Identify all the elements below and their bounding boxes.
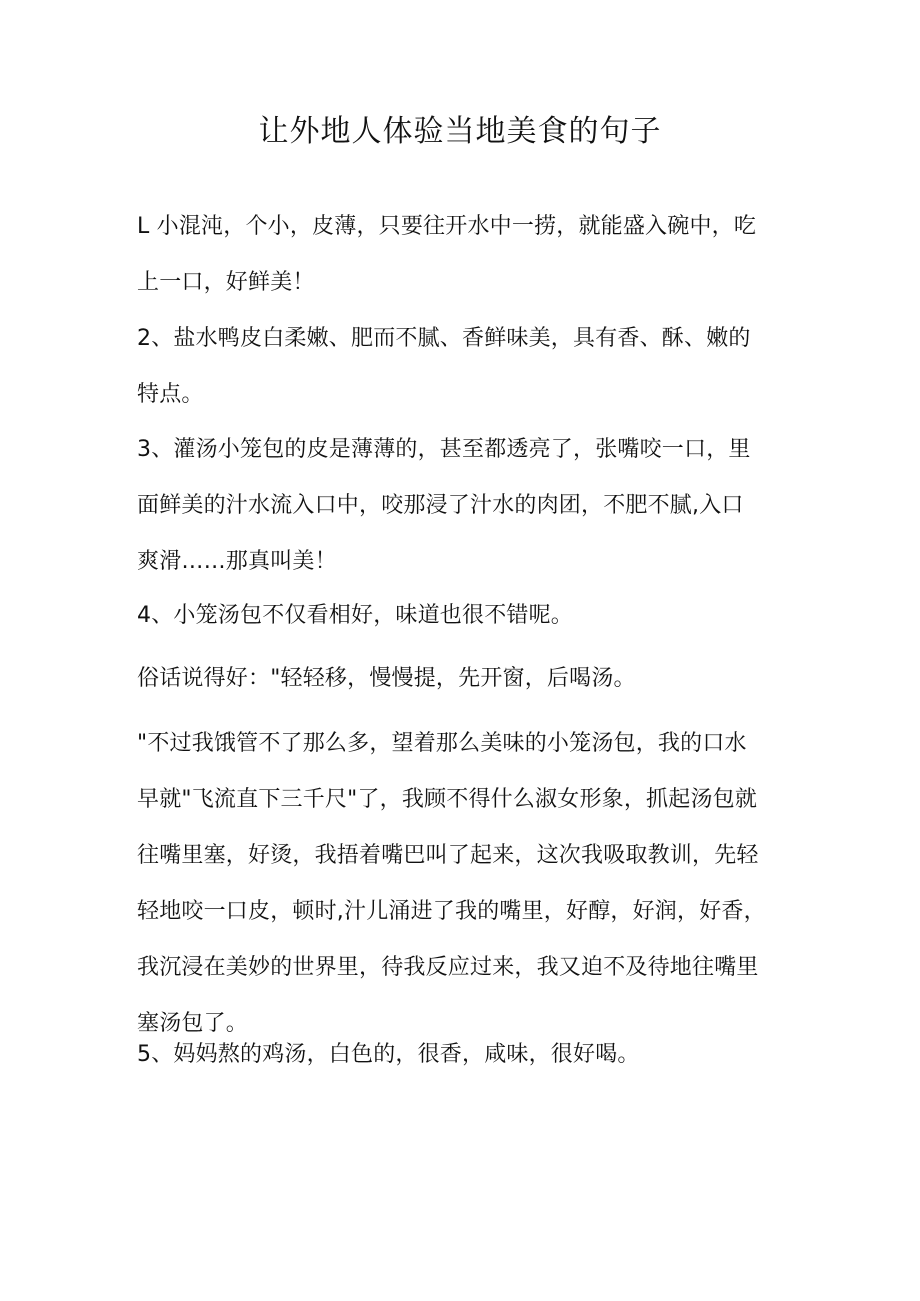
paragraph-line: 4、小笼汤包不仅看相好，味道也很不错呢。 xyxy=(137,603,573,628)
paragraph-line: 5、妈妈熬的鸡汤，白色的，很香，咸味，很好喝。 xyxy=(137,1042,640,1067)
paragraph-line: 轻地咬一口皮，顿时,汁儿涌进了我的嘴里，好醇，好润，好香， xyxy=(137,899,766,924)
paragraph-line: 往嘴里塞，好烫，我捂着嘴巴叫了起来，这次我吸取教训，先轻 xyxy=(137,843,759,868)
paragraph-line: 2、盐水鸭皮白柔嫩、肥而不腻、香鲜味美，具有香、酥、嫩的 xyxy=(137,326,751,351)
paragraph-5 xyxy=(137,662,817,696)
paragraph-line: 我沉浸在美妙的世界里，待我反应过来，我又迫不及待地往嘴里 xyxy=(137,955,759,980)
paragraph-line: 早就"飞流直下三千尺"了，我顾不得什么淑女形象，抓起汤包就 xyxy=(137,787,758,812)
page-title: 让外地人体验当地美食的句子 xyxy=(258,114,662,149)
paragraph-2 xyxy=(137,322,817,412)
paragraph-line: 俗话说得好："轻轻移，慢慢提，先开窗，后喝汤。 xyxy=(137,666,636,691)
paragraph-line: L 小混沌，个小，皮薄，只要往开水中一捞，就能盛入碗中，吃 xyxy=(137,214,757,239)
paragraph-line: "不过我饿管不了那么多，望着那么美味的小笼汤包，我的口水 xyxy=(137,731,747,756)
paragraph-7 xyxy=(137,1038,817,1072)
paragraph-3 xyxy=(137,433,817,579)
paragraph-line: 3、灌汤小笼包的皮是薄薄的，甚至都透亮了，张嘴咬一口，里 xyxy=(137,437,751,462)
paragraph-line: 爽滑……那真叫美！ xyxy=(137,549,337,574)
paragraph-6 xyxy=(137,727,817,1041)
paragraph-1 xyxy=(137,210,817,300)
paragraph-line: 塞汤包了。 xyxy=(137,1011,249,1036)
paragraph-4 xyxy=(137,599,817,633)
paragraph-line: 面鲜美的汁水流入口中，咬那浸了汁水的肉团，不肥不腻,入口 xyxy=(137,493,744,518)
paragraph-line: 特点。 xyxy=(137,382,204,407)
paragraph-line: 上一口，好鲜美！ xyxy=(137,270,315,295)
